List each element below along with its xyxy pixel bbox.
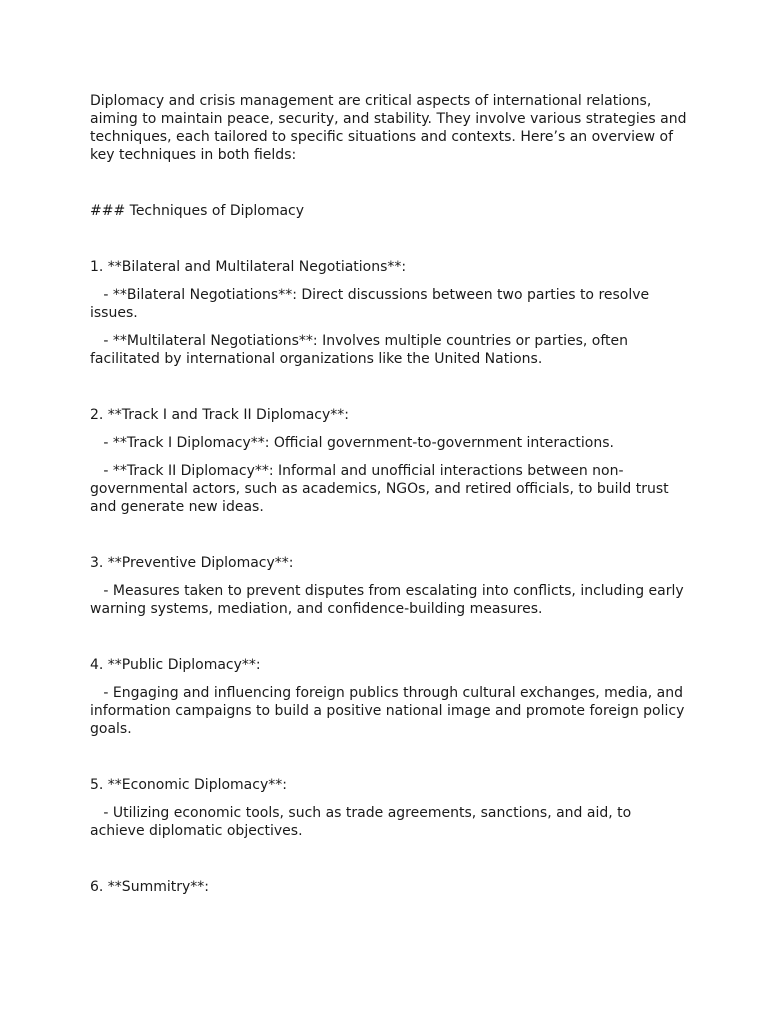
list-item — [90, 258, 690, 368]
list-item-bullet: - **Track II Diplomacy**: Informal and unofficial interactions between non-governmental actors, such as academics, NGOs, and retired officials, to build trust and generate new ideas. — [90, 463, 674, 515]
list-item — [90, 554, 690, 618]
list-item-title: 3. **Preventive Diplomacy**: — [90, 555, 294, 571]
list-item — [90, 776, 690, 840]
list-item-title: 6. **Summitry**: — [90, 879, 209, 895]
list-item-bullet: - **Bilateral Negotiations**: Direct discussions between two parties to resolve issues. — [90, 287, 654, 321]
section-heading: ### Techniques of Diplomacy — [90, 203, 305, 219]
list-item — [90, 656, 690, 738]
list-item-title: 2. **Track I and Track II Diplomacy**: — [90, 407, 349, 423]
list-item-title: 1. **Bilateral and Multilateral Negotiations**: — [90, 259, 407, 275]
list-item — [90, 406, 690, 516]
list-item-title: 4. **Public Diplomacy**: — [90, 657, 261, 673]
list-item-bullet: - **Multilateral Negotiations**: Involves multiple countries or parties, often facilitated by international organizations like the United Nations. — [90, 333, 633, 367]
list-item-bullet: - Utilizing economic tools, such as trade agreements, sanctions, and aid, to achieve diplomatic objectives. — [90, 805, 636, 839]
list-item-bullet: - Engaging and influencing foreign publics through cultural exchanges, media, and information campaigns to build a positive national image and promote foreign policy goals. — [90, 685, 689, 737]
list-item-bullet: - **Track I Diplomacy**: Official government-to-government interactions. — [90, 435, 614, 451]
list-item — [90, 878, 690, 896]
list-item-bullet: - Measures taken to prevent disputes from escalating into conflicts, including early warning systems, mediation, and confidence-building measures. — [90, 583, 689, 617]
document-page — [90, 92, 690, 906]
list-item-title: 5. **Economic Diplomacy**: — [90, 777, 287, 793]
intro-paragraph: Diplomacy and crisis management are critical aspects of international relations, aiming to maintain peace, security, and stability. They involve various strategies and techniques, each tailored to specific situations and contexts. Here’s an overview of key techniques in both fields: — [90, 93, 691, 163]
